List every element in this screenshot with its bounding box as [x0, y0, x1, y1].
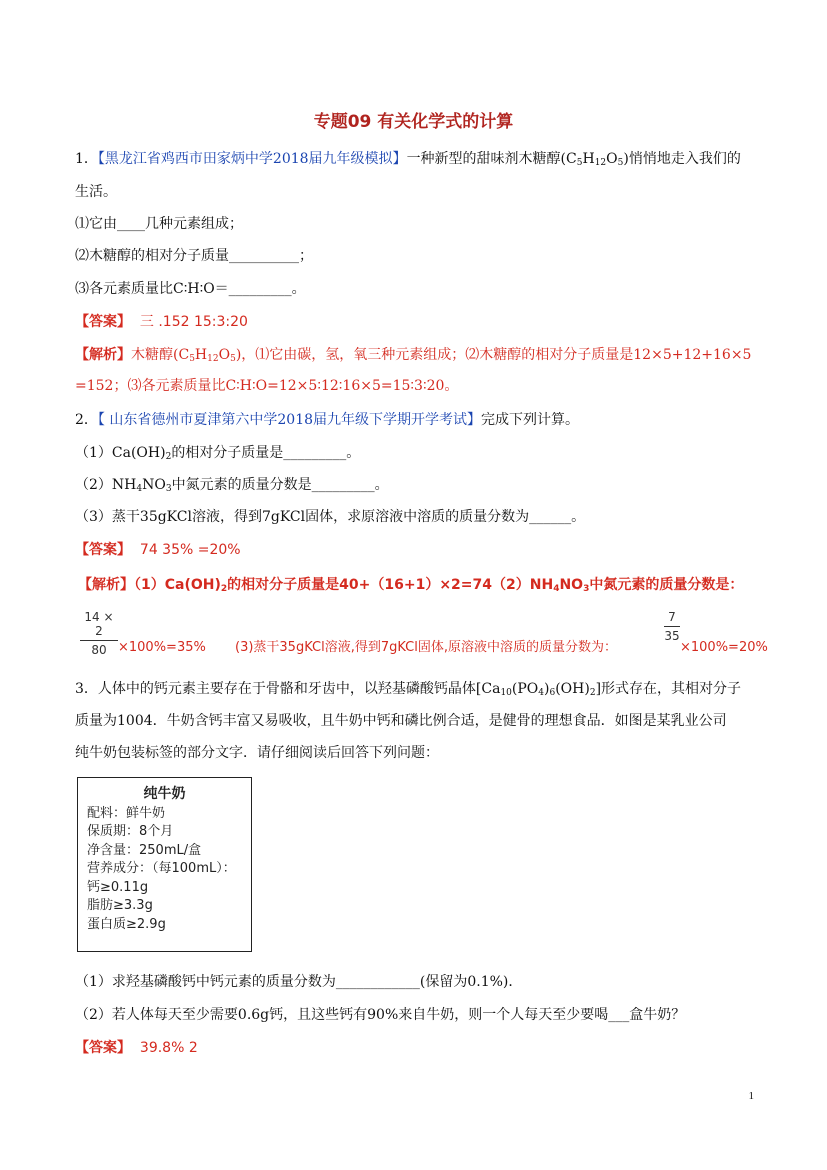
q3-stem-line3: 纯牛奶包装标签的部分文字．请仔细阅读后回答下列问题： [75, 745, 439, 761]
q2-stem [75, 410, 579, 430]
q3-sub2: （2）若人体每天至少需要0.6g钙，且这些钙有90%来自牛奶，则一个人每天至少要喝___盒牛奶？ [75, 1007, 686, 1023]
q2-source-close: 】 [467, 412, 482, 428]
page-number: 1 [748, 1090, 754, 1102]
q3-s4: 2 [589, 688, 596, 698]
fraction-7-over-35 [664, 610, 680, 643]
q2-analysis-sub: 2 [220, 584, 228, 594]
frac1-denominator: 80 [91, 643, 107, 657]
q1-number: 1． [75, 151, 98, 167]
q3-stem-line1 [75, 679, 741, 699]
q1-stem-d: )悄悄地走入我们的 [623, 151, 741, 167]
q1-source: 黑龙江省鸡西市田家炳中学2018届九年级模拟 [104, 151, 393, 167]
q2-sub1-b: 的相对分子质量是_________。 [171, 445, 361, 461]
q1-analysis-s3: 5 [230, 354, 236, 364]
milk-label-box [77, 777, 252, 952]
q2-sub2-a: （2）NH [75, 477, 137, 493]
frac2-numerator: 7 [668, 610, 676, 624]
q1-analysis-label: 【解析】 [75, 347, 131, 363]
q2-analysis-d: 中氮元素的质量分数是： [589, 577, 744, 593]
q1-analysis-b: H [194, 347, 208, 363]
q1-sub2: ⑵木糖醇的相对分子质量__________； [75, 248, 313, 264]
q1-analysis-s1: 5 [189, 354, 195, 364]
milk-label-title: 纯牛奶 [143, 786, 186, 802]
q1-f3: 5 [617, 158, 624, 168]
q1-stem-b: H [582, 151, 595, 167]
q2-source: 山东省德州市夏津第六中学2018届九年级下学期开学考试 [109, 412, 468, 428]
q2-sub2-b: NO [142, 477, 166, 493]
milk-label-line: 净含量：250mL/盒 [87, 842, 202, 858]
milk-label-line: 钙≥0.11g [87, 879, 149, 895]
q2-analysis-a: （1）Ca(OH) [134, 577, 221, 593]
q3-stem-line2: 质量为1004．牛奶含钙丰富又易吸收，且牛奶中钙和磷比例合适，是健骨的理想食品．如图是某乳业公司 [75, 713, 727, 729]
q1-answer-label: 【答案】 [75, 314, 131, 330]
q2-answer-row [75, 540, 241, 560]
q3-line1-b: (PO [511, 681, 539, 697]
frac2-bar [664, 626, 680, 627]
q2-sub3: （3）蒸干35gKCl溶液，得到7gKCl固体，求原溶液中溶质的质量分数为______。 [75, 509, 586, 525]
q1-f1: 5 [576, 158, 583, 168]
q2-answer: 74 35% =20% [139, 542, 241, 558]
q1-analysis-a: 木糖醇(C [131, 347, 190, 363]
q2-analysis-label: 【解析】 [78, 577, 134, 593]
q3-number: 3． [75, 681, 98, 697]
page-title: 专题09 有关化学式的计算 [313, 112, 514, 132]
q1-analysis-line1 [75, 345, 751, 365]
q3-s1: 10 [500, 688, 512, 698]
q2-sub2-s2: 3 [165, 484, 172, 494]
q1-sub1: ⑴它由____几种元素组成； [75, 216, 243, 232]
q2-sub1 [75, 443, 360, 463]
q1-analysis-d: )，⑴它由碳，氢，氧三种元素组成；⑵木糖醇的相对分子质量是12×5+12+16×5 [235, 347, 752, 363]
milk-label-line: 保质期：8个月 [87, 824, 174, 839]
q1-answer-row [75, 312, 248, 332]
fraction-14x2-over-80 [80, 610, 118, 657]
milk-label-line: 配料：鲜牛奶 [87, 805, 166, 821]
q1-f2: 12 [594, 158, 607, 168]
q2-analysis-c: NO [559, 577, 584, 593]
q1-source-open: 【 [97, 151, 105, 167]
q1-source-close: 】 [392, 151, 407, 167]
frac2-denominator: 35 [664, 629, 680, 643]
q3-s2: 4 [538, 688, 544, 698]
q3-sub1: （1）求羟基磷酸钙中钙元素的质量分数为____________(保留为0.1%)． [75, 974, 523, 990]
q2-stem-text: 完成下列计算。 [481, 412, 580, 428]
q3-answer-label: 【答案】 [75, 1040, 131, 1056]
q3-line1-d: (OH) [555, 681, 590, 697]
frac1-numerator: 14 × 2 [84, 610, 114, 638]
q3-answer: 39.8% 2 [139, 1040, 198, 1056]
q2-number: 2． [75, 412, 98, 428]
milk-label-line: 营养成分：（每100mL）： [87, 861, 236, 876]
q3-answer-row [75, 1038, 198, 1058]
q2-after-frac1: ×100%=35% [118, 640, 206, 655]
q1-answer: 三 .152 15:3:20 [139, 314, 248, 330]
q1-stem-c: O [606, 151, 618, 167]
q3-line1-c: ) [544, 681, 550, 697]
q2-source-open: 【 [97, 412, 110, 428]
q1-analysis-s2: 12 [207, 354, 219, 364]
q2-sub1-sub: 2 [165, 452, 172, 462]
milk-label-line: 脂肪≥3.3g [87, 898, 153, 913]
q1-sub3: ⑶各元素质量比C∶H∶O＝_________。 [75, 281, 306, 297]
q2-after-frac2: ×100%=20% [680, 640, 768, 655]
frac1-bar [80, 640, 118, 641]
q2-mid-text: (3)蒸干35gKCl溶液,得到7gKCl固体,原溶液中溶质的质量分数为： [235, 640, 618, 655]
q2-answer-label: 【答案】 [75, 542, 131, 558]
q1-analysis-line2: =152；⑶各元素质量比C∶H∶O=12×5∶12∶16×5=15∶3∶20。 [75, 378, 459, 394]
q1-stem-line1 [75, 149, 741, 169]
q2-analysis-s2: 3 [583, 584, 590, 594]
q2-sub1-a: （1）Ca(OH) [75, 445, 166, 461]
q1-analysis-c: O [218, 347, 231, 363]
q2-analysis-s1: 4 [553, 584, 560, 594]
q3-line1-a: 人体中的钙元素主要存在于骨骼和牙齿中，以羟基磷酸钙晶体[Ca [97, 681, 501, 697]
q2-analysis-line1 [78, 575, 743, 595]
milk-label-line: 蛋白质≥2.9g [87, 916, 166, 932]
q1-stem-a: 一种新型的甜味剂木糖醇(C [406, 151, 577, 167]
q2-analysis-b: 的相对分子质量是40+（16+1）×2=74（2）NH [227, 577, 554, 593]
q2-sub2-s1: 4 [136, 484, 143, 494]
q1-stem-line2: 生活。 [75, 184, 117, 200]
q2-sub2-c: 中氮元素的质量分数是_________。 [171, 477, 389, 493]
q3-line1-e: ]形式存在，其相对分子 [595, 681, 742, 697]
q2-sub2 [75, 475, 389, 495]
q3-s3: 6 [549, 688, 556, 698]
